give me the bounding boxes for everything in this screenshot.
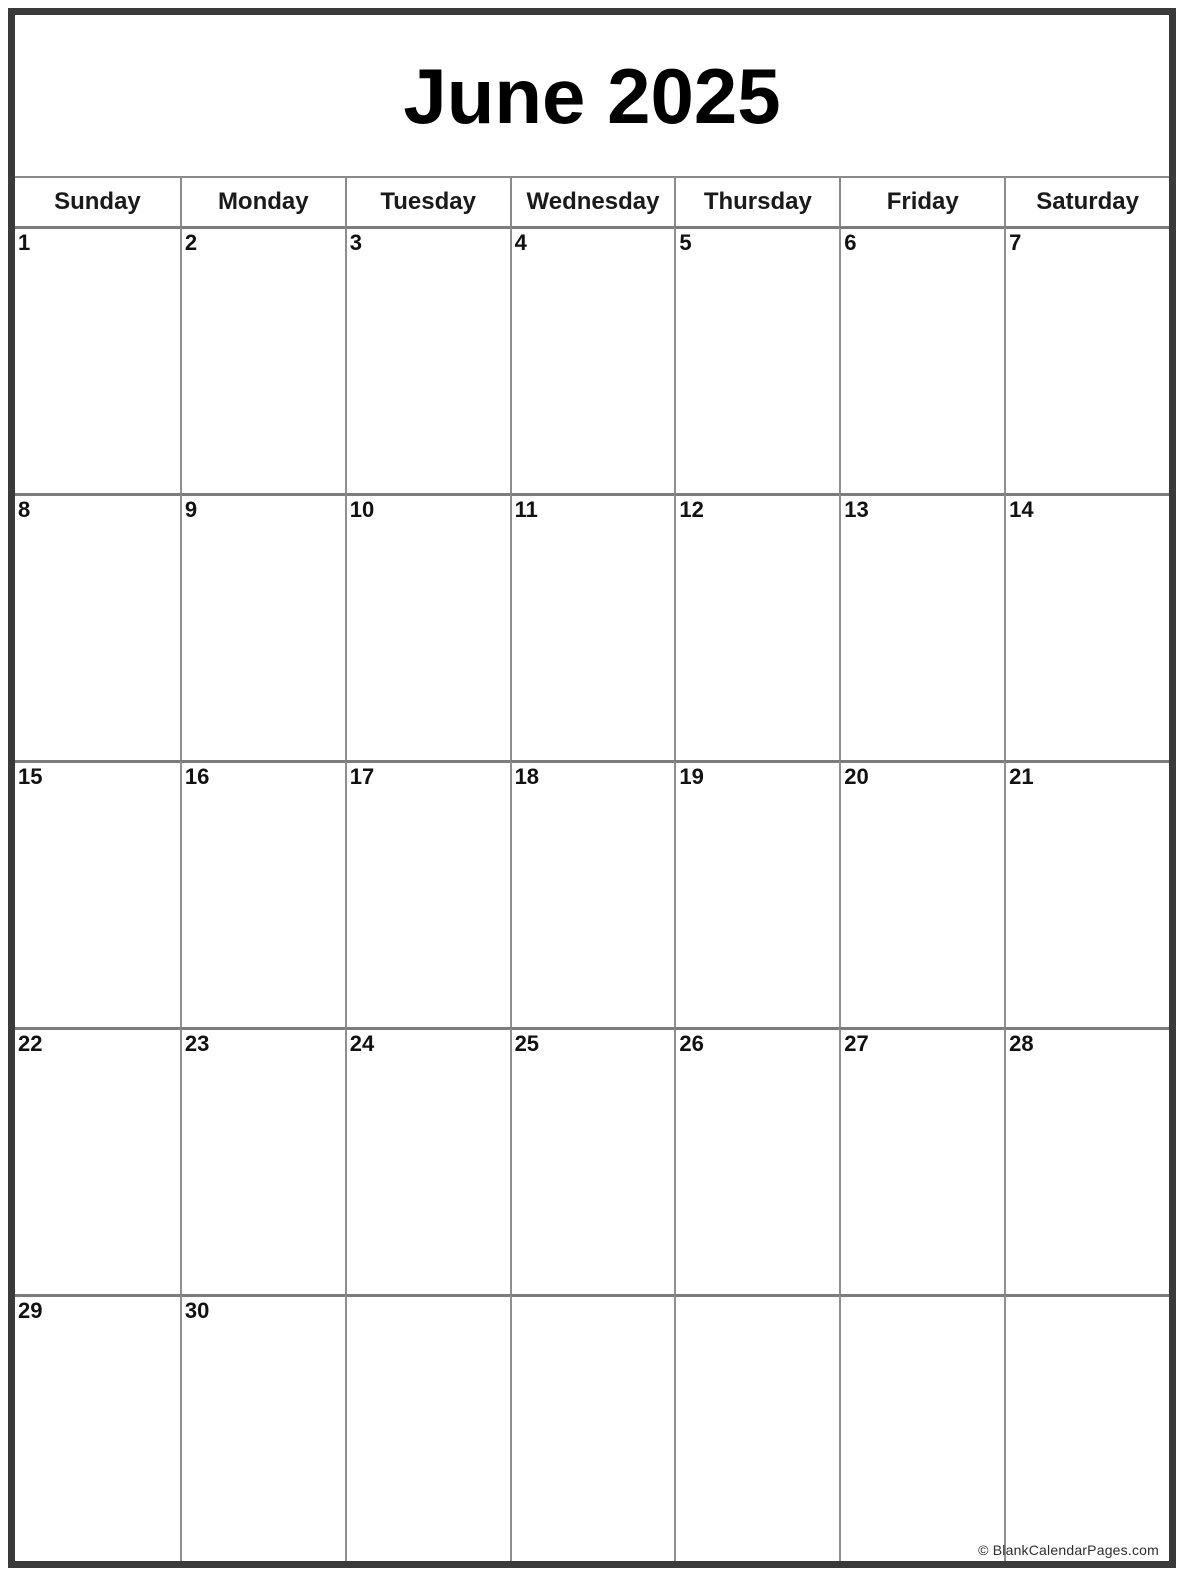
- month-grid: [15, 226, 1169, 1561]
- day-cell: 5: [674, 226, 839, 493]
- day-cell: 17: [345, 760, 510, 1027]
- weekday-header-sunday: Sunday: [54, 188, 141, 215]
- day-cell: 23: [180, 1027, 345, 1294]
- watermark: © BlankCalendarPages.com: [978, 1542, 1159, 1558]
- day-cell: 3: [345, 226, 510, 493]
- day-cell: 24: [345, 1027, 510, 1294]
- title-area: [15, 15, 1169, 176]
- day-cell: [510, 1294, 675, 1561]
- weekday-header-friday: Friday: [839, 178, 1004, 226]
- day-cell: [1004, 1294, 1169, 1561]
- day-cell: 29: [15, 1294, 180, 1561]
- day-cell: 13: [839, 493, 1004, 760]
- weekday-header-saturday: Saturday: [1004, 178, 1169, 226]
- day-cell: [839, 1294, 1004, 1561]
- day-cell: 19: [674, 760, 839, 1027]
- day-cell: 18: [510, 760, 675, 1027]
- day-cell: 9: [180, 493, 345, 760]
- day-cell: 28: [1004, 1027, 1169, 1294]
- day-cell: 25: [510, 1027, 675, 1294]
- weekday-header-monday: Monday: [180, 178, 345, 226]
- day-cell: [345, 1294, 510, 1561]
- day-cell: 15: [15, 760, 180, 1027]
- day-cell: 20: [839, 760, 1004, 1027]
- day-cell: 16: [180, 760, 345, 1027]
- day-cell: 6: [839, 226, 1004, 493]
- day-cell: 4: [510, 226, 675, 493]
- weekday-header-thursday: Thursday: [674, 178, 839, 226]
- day-cell: 10: [345, 493, 510, 760]
- month-title: June 2025: [403, 51, 781, 140]
- day-cell: [674, 1294, 839, 1561]
- weekday-header-tuesday: Tuesday: [345, 178, 510, 226]
- day-cell: 21: [1004, 760, 1169, 1027]
- day-cell: 1: [15, 226, 180, 493]
- day-cell: 22: [15, 1027, 180, 1294]
- day-cell: 30: [180, 1294, 345, 1561]
- day-cell: 27: [839, 1027, 1004, 1294]
- calendar-sheet: [8, 8, 1176, 1568]
- day-cell: 14: [1004, 493, 1169, 760]
- day-cell: 7: [1004, 226, 1169, 493]
- weekday-header-wednesday: Wednesday: [510, 178, 675, 226]
- day-cell: 8: [15, 493, 180, 760]
- day-cell: 26: [674, 1027, 839, 1294]
- day-cell: 2: [180, 226, 345, 493]
- day-cell: 12: [674, 493, 839, 760]
- weekday-header-row: [15, 176, 1169, 226]
- day-cell: 11: [510, 493, 675, 760]
